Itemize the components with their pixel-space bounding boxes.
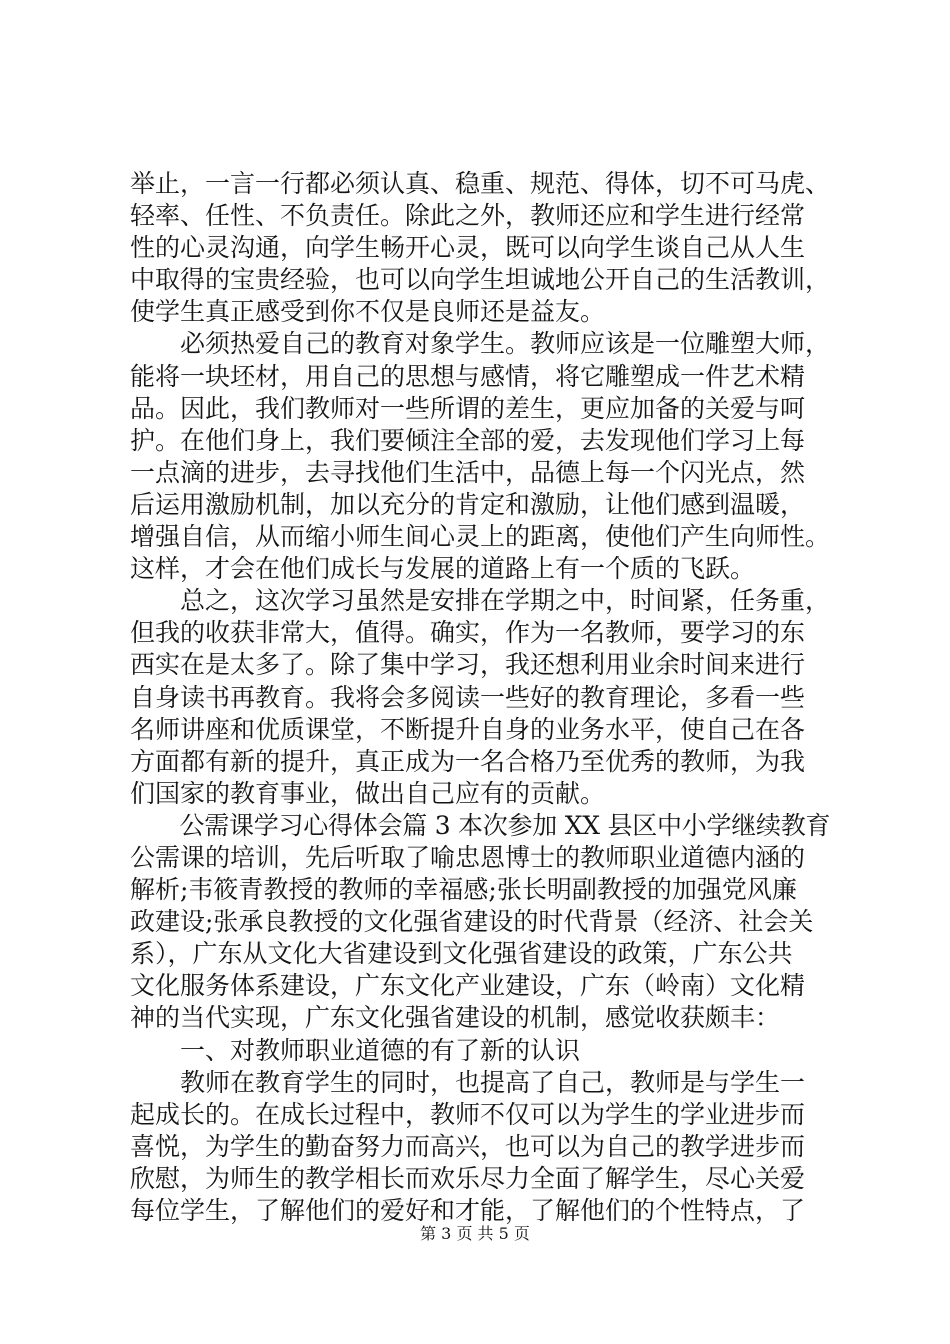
text-line: 欣慰，为师生的教学相长而欢乐尽力全面了解学生，尽心关爱 — [130, 1163, 806, 1193]
text-line: 西实在是太多了。除了集中学习，我还想利用业余时间来进行 — [130, 650, 806, 680]
text-line: 喜悦，为学生的勤奋努力而高兴，也可以为自己的教学进步而 — [130, 1131, 806, 1161]
text-line: 护。在他们身上，我们要倾注全部的爱，去发现他们学习上每 — [130, 425, 806, 455]
text-line: 公需课学习心得体会篇 3 本次参加 XX 县区中小学继续教育 — [130, 810, 831, 840]
text-line: 自身读书再教育。我将会多阅读一些好的教育理论，多看一些 — [130, 682, 806, 712]
text-line: 性的心灵沟通，向学生畅开心灵，既可以向学生谈自己从人生 — [130, 233, 806, 263]
text-line: 公需课的培训，先后听取了喻忠恩博士的教师职业道德内涵的 — [130, 842, 806, 872]
text-line: 一、对教师职业道德的有了新的认识 — [130, 1035, 581, 1065]
text-line: 文化服务体系建设，广东文化产业建设，广东（岭南）文化精 — [130, 971, 806, 1001]
text-line: 增强自信，从而缩小师生间心灵上的距离，使他们产生向师性。 — [130, 522, 831, 552]
text-line: 神的当代实现，广东文化强省建设的机制，感觉收获颇丰： — [130, 1003, 781, 1033]
text-line: 方面都有新的提升，真正成为一名合格乃至优秀的教师，为我 — [130, 746, 806, 776]
text-line: 后运用激励机制，加以充分的肯定和激励，让他们感到温暖， — [130, 489, 806, 519]
text-line: 但我的收获非常大，值得。确实，作为一名教师，要学习的东 — [130, 618, 806, 648]
text-line: 起成长的。在成长过程中，教师不仅可以为学生的学业进步而 — [130, 1099, 806, 1129]
text-line: 系），广东从文化大省建设到文化强省建设的政策，广东公共 — [130, 939, 793, 969]
text-line: 总之，这次学习虽然是安排在学期之中，时间紧，任务重， — [130, 586, 831, 616]
text-line: 一点滴的进步，去寻找他们生活中，品德上每一个闪光点，然 — [130, 457, 806, 487]
text-line: 政建设;张承良教授的文化强省建设的时代背景（经济、社会关 — [130, 907, 814, 937]
text-line: 解析;韦筱青教授的教师的幸福感;张长明副教授的加强党风廉 — [130, 875, 797, 905]
text-line: 必须热爱自己的教育对象学生。教师应该是一位雕塑大师， — [130, 329, 831, 359]
text-line: 中取得的宝贵经验，也可以向学生坦诚地公开自己的生活教训， — [130, 265, 831, 295]
body-text — [130, 168, 830, 1227]
text-line: 轻率、任性、不负责任。除此之外，教师还应和学生进行经常 — [130, 201, 806, 231]
text-line: 们国家的教育事业，做出自己应有的贡献。 — [130, 778, 606, 808]
text-line: 这样，才会在他们成长与发展的道路上有一个质的飞跃。 — [130, 554, 756, 584]
text-line: 教师在教育学生的同时，也提高了自己，教师是与学生一 — [130, 1067, 806, 1097]
text-line: 能将一块坯材，用自己的思想与感情，将它雕塑成一件艺术精 — [130, 361, 806, 391]
text-line: 使学生真正感受到你不仅是良师还是益友。 — [130, 297, 606, 327]
text-line: 品。因此，我们教师对一些所谓的差生，更应加备的关爱与呵 — [130, 393, 806, 423]
text-line: 名师讲座和优质课堂，不断提升自身的业务水平，使自己在各 — [130, 714, 806, 744]
text-line: 每位学生，了解他们的爱好和才能，了解他们的个性特点，了 — [130, 1196, 806, 1225]
page-footer: 第 3 页 共 5 页 — [420, 1224, 530, 1243]
text-line: 举止，一言一行都必须认真、稳重、规范、得体，切不可马虎、 — [130, 169, 831, 198]
